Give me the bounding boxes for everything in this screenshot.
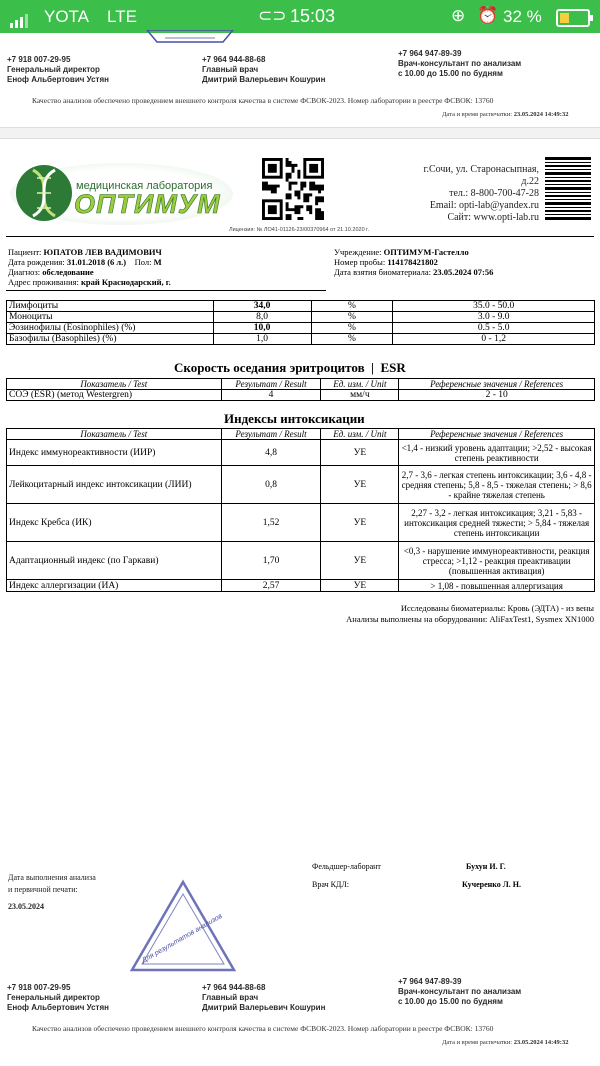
carrier-label: YOTA (44, 7, 90, 26)
intox-result: 2,57 (221, 580, 321, 592)
blood-test-name: Лимфоциты (7, 301, 214, 312)
stamp-text: Для результатов анализов (140, 912, 224, 965)
esr-header-row (7, 379, 595, 390)
analysis-date: 23.05.2024 (8, 902, 44, 911)
esr-ref: 2 - 10 (399, 390, 595, 401)
qr-code (262, 158, 324, 220)
alarm-icon: ⏰ (477, 6, 499, 25)
esr-title: Скорость оседания эритроцитов | ESR (174, 360, 406, 375)
chief-name: Дмитрий Валерьевич Кошурин (202, 75, 326, 84)
intox-row (7, 504, 595, 542)
person2-name: Кучеренко Л. Н. (462, 880, 521, 889)
intox-header-test: Показатель / Test (7, 429, 222, 440)
battery-percent: 32 % (503, 7, 542, 26)
lab-stamp (128, 878, 238, 978)
intox-test-name: Индекс аллергизации (ИА) (7, 580, 222, 592)
esr-unit: мм/ч (321, 390, 399, 401)
analysis-notes (346, 603, 594, 625)
esr-table (6, 378, 595, 401)
intox-unit: УЕ (321, 466, 399, 504)
status-bar (0, 0, 600, 33)
lab-site: Сайт: www.opti-lab.ru (447, 212, 539, 223)
chief-phone: +7 964 944-88-68 (202, 55, 266, 64)
intox-result: 1,52 (221, 504, 321, 542)
intox-title: Индексы интоксикации (224, 411, 365, 426)
intox-header-result: Результат / Result (221, 429, 321, 440)
intox-ref: 2,27 - 3,2 - легкая интоксикация; 3,21 - 5,83 - интоксикация средней тяжести; > 5,84 - тяжелая степень интоксикации (399, 504, 595, 542)
consult-contact (398, 49, 521, 79)
blood-unit: % (311, 312, 393, 323)
blood-ref: 3.0 - 9.0 (393, 312, 595, 323)
lab-subtitle: медицинская лаборатория (76, 180, 213, 192)
quality-note: Качество анализов обеспечено проведением внешнего контроля качества в системе ФСВОК-2023. Номер лаборатории в реестре ФСВОК: 13760 (32, 96, 494, 105)
blood-test-name: Базофилы (Basophiles) (%) (7, 334, 214, 345)
intox-result: 4,8 (221, 440, 321, 466)
lab-name: ОПТИМУМ (74, 189, 221, 219)
blood-row (7, 323, 595, 334)
intox-unit: УЕ (321, 542, 399, 580)
blood-row (7, 301, 595, 312)
esr-row (7, 390, 595, 401)
equipment-note: Анализы выполнены на оборудовании: AliFaxTest1, Sysmex XN1000 (346, 614, 594, 624)
role1-label: Фельдшер-лаборант (312, 862, 381, 871)
blood-test-name: Моноциты (7, 312, 214, 323)
director-phone: +7 918 007-29-95 (7, 55, 71, 64)
intox-unit: УЕ (321, 504, 399, 542)
patient-info-left (8, 247, 171, 287)
blood-result: 34,0 (213, 301, 311, 312)
intox-test-name: Лейкоцитарный индекс интоксикации (ЛИИ) (7, 466, 222, 504)
intox-header-unit: Ед. изм. / Unit (321, 429, 399, 440)
intox-ref: 2,7 - 3,6 - легкая степень интоксикации; 3,6 - 4,8 - средняя степень; 5,8 - 8,5 - тяжелая степень; > 8,6 - крайне тяжелая степень (399, 466, 595, 504)
lab-address-line2: д.22 (521, 176, 539, 187)
clock: 15:03 (290, 6, 336, 26)
esr-test: СОЭ (ESR) (метод Westergren) (7, 390, 222, 401)
intox-row (7, 440, 595, 466)
network-label: LTE (107, 7, 137, 26)
header-rule (6, 236, 594, 237)
blood-count-table (6, 300, 595, 345)
lab-address-block (424, 164, 539, 224)
blood-result: 1,0 (213, 334, 311, 345)
intox-row (7, 542, 595, 580)
esr-header-unit: Ед. изм. / Unit (321, 379, 399, 390)
consult-contact-bottom: +7 964 947-89-39 Врач-консультант по анализам с 10.00 до 15.00 по будням (398, 977, 522, 1006)
link-icon: ⊂⊃ (258, 6, 287, 25)
signal-icon (10, 8, 30, 28)
patient-address-row: Адрес проживания: край Краснодарский, г. (8, 277, 171, 287)
biomaterial-note: Исследованы биоматериалы: Кровь (ЭДТА) - из вены (400, 603, 594, 613)
consult-phone: +7 964 947-89-39 (398, 49, 462, 58)
blood-row (7, 334, 595, 345)
analysis-date-label1: Дата выполнения анализа (8, 873, 96, 882)
esr-header-test: Показатель / Test (7, 379, 222, 390)
print-date: Дата и время распечатки: 23.05.2024 14:49:32 (442, 111, 569, 118)
intox-unit: УЕ (321, 440, 399, 466)
esr-header-result: Результат / Result (221, 379, 321, 390)
intox-header-ref: Референсные значения / References (399, 429, 595, 440)
institution-row: Учреждение: ОПТИМУМ-Гастелло (334, 247, 469, 257)
director-name: Еноф Альбертович Устян (7, 75, 109, 84)
dna-logo-icon (15, 164, 73, 222)
intox-result: 1,70 (221, 542, 321, 580)
patient-name: ЮПАТОВ ЛЕВ ВАДИМОВИЧ (43, 247, 162, 257)
blood-result: 8,0 (213, 312, 311, 323)
rotation-lock-icon: ⊕ (451, 6, 466, 25)
intox-header-row (7, 429, 595, 440)
intox-ref: > 1,08 - повышенная аллергизация (399, 580, 595, 592)
battery-icon (556, 9, 590, 27)
director-role: Генеральный директор (7, 65, 100, 74)
page-divider (0, 127, 600, 139)
chief-role: Главный врач (202, 65, 259, 74)
lab-address-line1: г.Сочи, ул. Старонасыпная, (423, 164, 539, 175)
quality-note-bottom: Качество анализов обеспечено проведением внешнего контроля качества в системе ФСВОК-2023. Номер лаборатории в реестре ФСВОК: 13760 (32, 1024, 494, 1033)
intox-table (6, 428, 595, 592)
blood-row (7, 312, 595, 323)
barcode (545, 157, 591, 221)
patient-diag-row: Диагноз: обследование (8, 267, 94, 277)
director-contact-bottom: +7 918 007-29-95 Генеральный директор Еноф Альбертович Устян (7, 983, 109, 1012)
lab-email: Email: opti-lab@yandex.ru (429, 200, 539, 211)
director-contact (7, 55, 109, 85)
intox-row (7, 466, 595, 504)
license-text: Лицензия: № ЛО41-01126-23/00370964 от 21.10.2020 г. (229, 227, 370, 233)
blood-ref: 0.5 - 5.0 (393, 323, 595, 334)
blood-ref: 0 - 1,2 (393, 334, 595, 345)
consult-role: Врач-консультант по анализам (398, 59, 522, 68)
blood-test-name: Эозинофилы (Eosinophiles) (%) (7, 323, 214, 334)
blood-unit: % (311, 334, 393, 345)
intox-ref: <0,3 - нарушение иммунореактивности, реакция стресса; >1,12 - реакция преактивации (повышенная активация) (399, 542, 595, 580)
intox-test-name: Индекс Кребса (ИК) (7, 504, 222, 542)
blood-unit: % (311, 323, 393, 334)
intox-ref: <1,4 - низкий уровень адаптации; >2,52 - высокая степень реактивности (399, 440, 595, 466)
intox-test-name: Адаптационный индекс (по Гаркави) (7, 542, 222, 580)
print-date-bottom: Дата и время распечатки: 23.05.2024 14:49:32 (442, 1039, 569, 1046)
lab-phone: тел.: 8-800-700-47-28 (449, 188, 539, 199)
blood-unit: % (311, 301, 393, 312)
chief-contact-bottom: +7 964 944-88-68 Главный врач Дмитрий Валерьевич Кошурин (202, 983, 326, 1012)
patient-name-row: Пациент: ЮПАТОВ ЛЕВ ВАДИМОВИЧ (8, 247, 162, 257)
consult-hours: с 10.00 до 15.00 по будням (398, 69, 503, 78)
patient-dob-row: Дата рождения: 31.01.2018 (6 л.) Пол: М (8, 257, 162, 267)
role2-label: Врач КДЛ: (312, 880, 350, 889)
person1-name: Бухун И. Г. (466, 862, 506, 871)
address-underline (6, 290, 326, 291)
blood-ref: 35.0 - 50.0 (393, 301, 595, 312)
intox-row (7, 580, 595, 592)
intox-result: 0,8 (221, 466, 321, 504)
sample-row: Номер пробы: 114178421802 (334, 257, 438, 267)
intox-test-name: Индекс иммунореактивности (ИИР) (7, 440, 222, 466)
analysis-date-block (8, 872, 96, 913)
patient-info-right (334, 247, 493, 277)
blood-result: 10,0 (213, 323, 311, 334)
chief-contact (202, 55, 325, 85)
stamp-top-fragment (145, 30, 235, 44)
taken-row: Дата взятия биоматериала: 23.05.2024 07:56 (334, 267, 494, 277)
esr-result: 4 (221, 390, 321, 401)
esr-header-ref: Референсные значения / References (399, 379, 595, 390)
intox-unit: УЕ (321, 580, 399, 592)
analysis-date-label2: и первичной печати: (8, 885, 78, 894)
